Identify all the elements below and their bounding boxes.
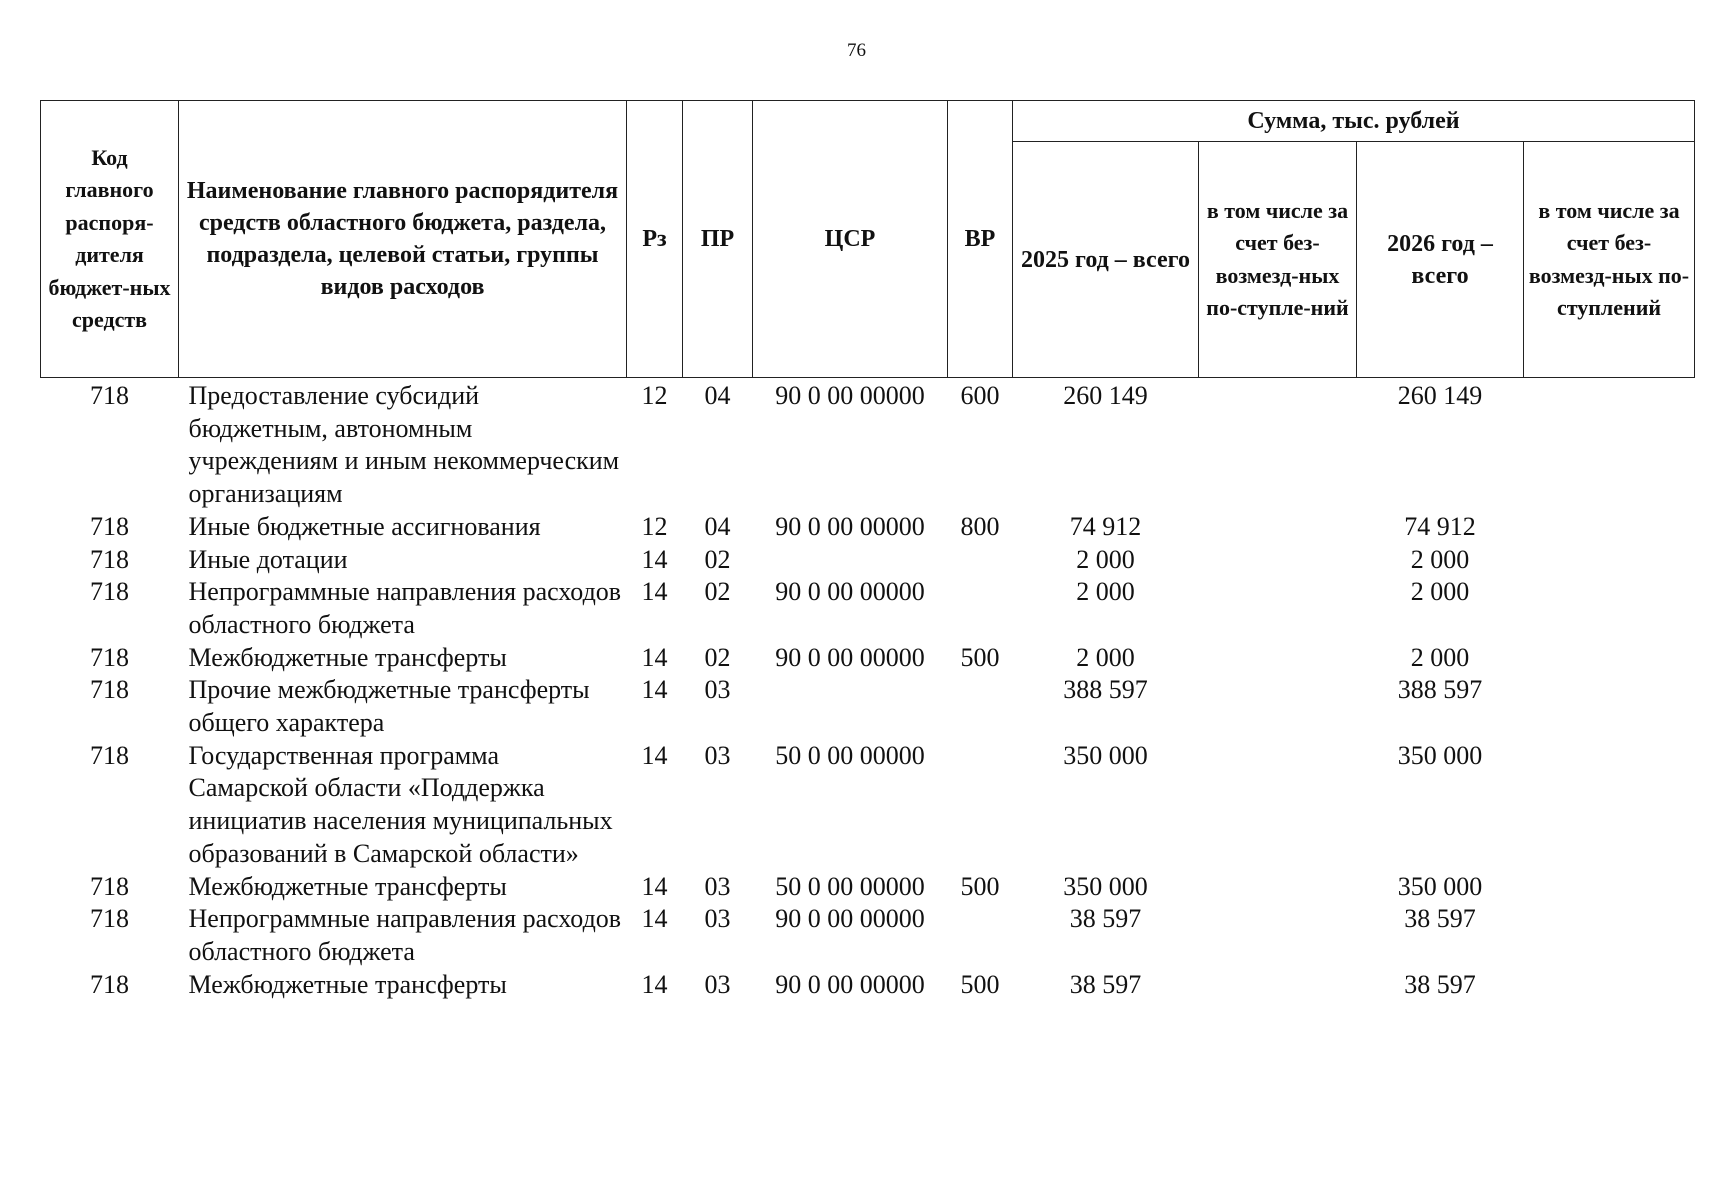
cell-vr	[948, 544, 1013, 577]
cell-pr: 02	[704, 642, 731, 672]
cell-name: Иные бюджетные ассигнования	[188, 511, 541, 541]
cell-name: Непрограммные направления расходов областного бюджета	[188, 577, 622, 639]
cell-2026-free	[1524, 544, 1695, 577]
cell-2025-total: 2 000	[1076, 577, 1135, 607]
table-row	[41, 903, 1695, 968]
header-code: Код главного распоря-дителя бюджет-ных средств	[41, 101, 179, 378]
cell-name: Предоставление субсидий бюджетным, автономным учреждениям и иным некоммерческим организациям	[188, 381, 620, 509]
page-number: 76	[847, 40, 866, 61]
cell-csr: 90 0 00 00000	[775, 904, 925, 934]
cell-rz: 14	[641, 675, 668, 705]
cell-code: 718	[90, 577, 129, 607]
cell-rz: 14	[641, 577, 668, 607]
cell-2025-free	[1199, 674, 1357, 739]
cell-2025-free	[1199, 576, 1357, 641]
cell-pr: 03	[704, 871, 731, 901]
cell-name: Межбюджетные трансферты	[188, 642, 507, 672]
cell-2026-free	[1524, 969, 1695, 1002]
cell-2026-total: 2 000	[1410, 544, 1470, 574]
cell-2026-free	[1524, 511, 1695, 544]
cell-name: Прочие межбюджетные трансферты общего характера	[188, 675, 590, 738]
cell-2025-free	[1199, 871, 1357, 904]
table-row	[41, 740, 1695, 871]
cell-csr: 50 0 00 00000	[775, 871, 925, 901]
cell-csr: 90 0 00 00000	[775, 381, 925, 410]
cell-rz: 14	[641, 969, 668, 999]
cell-2026-total: 350 000	[1397, 871, 1483, 901]
cell-code: 718	[90, 511, 129, 541]
table-row	[41, 544, 1695, 577]
cell-2025-total: 350 000	[1063, 871, 1148, 901]
cell-2025-total: 2 000	[1076, 642, 1135, 672]
cell-2025-total: 350 000	[1063, 740, 1148, 770]
cell-2026-free	[1524, 642, 1695, 675]
header-pr: ПР	[683, 101, 753, 378]
cell-vr: 600	[960, 381, 1000, 410]
cell-2026-total: 350 000	[1397, 740, 1483, 770]
cell-name: Межбюджетные трансферты	[188, 871, 507, 901]
header-rz: Рз	[627, 101, 683, 378]
header-csr: ЦСР	[753, 101, 948, 378]
cell-code: 718	[90, 544, 129, 574]
cell-name: Непрограммные направления расходов областного бюджета	[188, 904, 622, 966]
cell-rz: 14	[641, 642, 668, 672]
cell-vr	[948, 903, 1013, 968]
header-row-top	[41, 101, 1695, 142]
table-row	[41, 378, 1695, 511]
cell-vr: 500	[960, 642, 1000, 672]
cell-pr: 03	[704, 740, 731, 770]
table-body	[41, 378, 1695, 1002]
cell-csr: 90 0 00 00000	[775, 642, 925, 672]
cell-2025-total: 38 597	[1069, 969, 1142, 999]
cell-2025-free	[1199, 511, 1357, 544]
cell-2025-total: 38 597	[1069, 904, 1142, 934]
cell-2025-free	[1199, 378, 1357, 511]
cell-rz: 14	[641, 544, 668, 574]
cell-pr: 04	[704, 511, 731, 541]
cell-pr: 02	[704, 544, 731, 574]
cell-2026-total: 260 149	[1397, 381, 1483, 410]
cell-2026-free	[1524, 576, 1695, 641]
table-row	[41, 576, 1695, 641]
cell-2025-free	[1199, 642, 1357, 675]
cell-2025-free	[1199, 740, 1357, 871]
header-2026-total: 2026 год – всего	[1357, 142, 1524, 378]
cell-vr: 500	[960, 969, 1000, 999]
cell-csr: 90 0 00 00000	[775, 969, 925, 999]
header-name: Наименование главного распорядителя средств областного бюджета, раздела, подраздела, целевой статьи, группы видов расходов	[179, 101, 627, 378]
header-2025-free: в том числе за счет без-возмезд-ных по-ступле-ний	[1199, 142, 1357, 378]
cell-vr: 500	[960, 871, 1000, 901]
table-row	[41, 642, 1695, 675]
header-2026-free: в том числе за счет без-возмезд-ных по-ступлений	[1524, 142, 1695, 378]
cell-pr: 03	[704, 904, 731, 934]
cell-csr: 50 0 00 00000	[775, 740, 925, 770]
table-row	[41, 969, 1695, 1002]
cell-2026-total: 2 000	[1410, 642, 1470, 672]
cell-2025-total: 2 000	[1076, 544, 1135, 574]
budget-table	[40, 100, 1695, 1001]
cell-rz: 14	[641, 740, 668, 770]
cell-pr: 03	[704, 969, 731, 999]
cell-code: 718	[90, 381, 129, 410]
cell-2026-free	[1524, 740, 1695, 871]
cell-csr: 90 0 00 00000	[775, 511, 925, 541]
cell-2026-total: 388 597	[1397, 675, 1483, 705]
cell-2025-free	[1199, 544, 1357, 577]
cell-2026-total: 38 597	[1404, 904, 1476, 934]
cell-csr	[753, 544, 948, 577]
cell-pr: 03	[704, 675, 731, 705]
table-row	[41, 871, 1695, 904]
cell-2026-total: 2 000	[1410, 577, 1470, 607]
cell-2026-free	[1524, 378, 1695, 511]
cell-code: 718	[90, 642, 129, 672]
cell-2026-total: 38 597	[1404, 969, 1476, 999]
cell-pr: 02	[704, 577, 731, 607]
cell-2025-total: 260 149	[1063, 381, 1148, 410]
cell-2025-free	[1199, 903, 1357, 968]
cell-csr	[753, 674, 948, 739]
cell-pr: 04	[704, 381, 731, 410]
cell-vr	[948, 740, 1013, 871]
cell-2026-free	[1524, 871, 1695, 904]
cell-2025-total: 388 597	[1063, 675, 1148, 705]
cell-code: 718	[90, 675, 129, 705]
table-row	[41, 511, 1695, 544]
cell-2025-free	[1199, 969, 1357, 1002]
cell-csr: 90 0 00 00000	[775, 577, 925, 607]
cell-vr: 800	[960, 511, 1000, 541]
cell-vr	[948, 674, 1013, 739]
cell-2025-total: 74 912	[1069, 511, 1142, 541]
cell-name: Иные дотации	[188, 544, 348, 574]
cell-code: 718	[90, 871, 129, 901]
header-vr: ВР	[948, 101, 1013, 378]
header-2025-total: 2025 год – всего	[1013, 142, 1199, 378]
cell-code: 718	[90, 904, 129, 934]
table-row	[41, 674, 1695, 739]
cell-vr	[948, 576, 1013, 641]
cell-2026-free	[1524, 903, 1695, 968]
cell-code: 718	[90, 740, 129, 770]
cell-rz: 14	[641, 904, 668, 934]
cell-2026-total: 74 912	[1404, 511, 1476, 541]
cell-name: Межбюджетные трансферты	[188, 969, 507, 999]
cell-rz: 12	[641, 381, 668, 410]
header-sum-group: Сумма, тыс. рублей	[1013, 101, 1695, 142]
cell-code: 718	[90, 969, 129, 999]
cell-rz: 14	[641, 871, 668, 901]
cell-rz: 12	[641, 511, 668, 541]
cell-2026-free	[1524, 674, 1695, 739]
table-header	[41, 101, 1695, 378]
cell-name: Государственная программа Самарской области «Поддержка инициатив населения муниципальных образований в Самарской области»	[188, 740, 613, 868]
